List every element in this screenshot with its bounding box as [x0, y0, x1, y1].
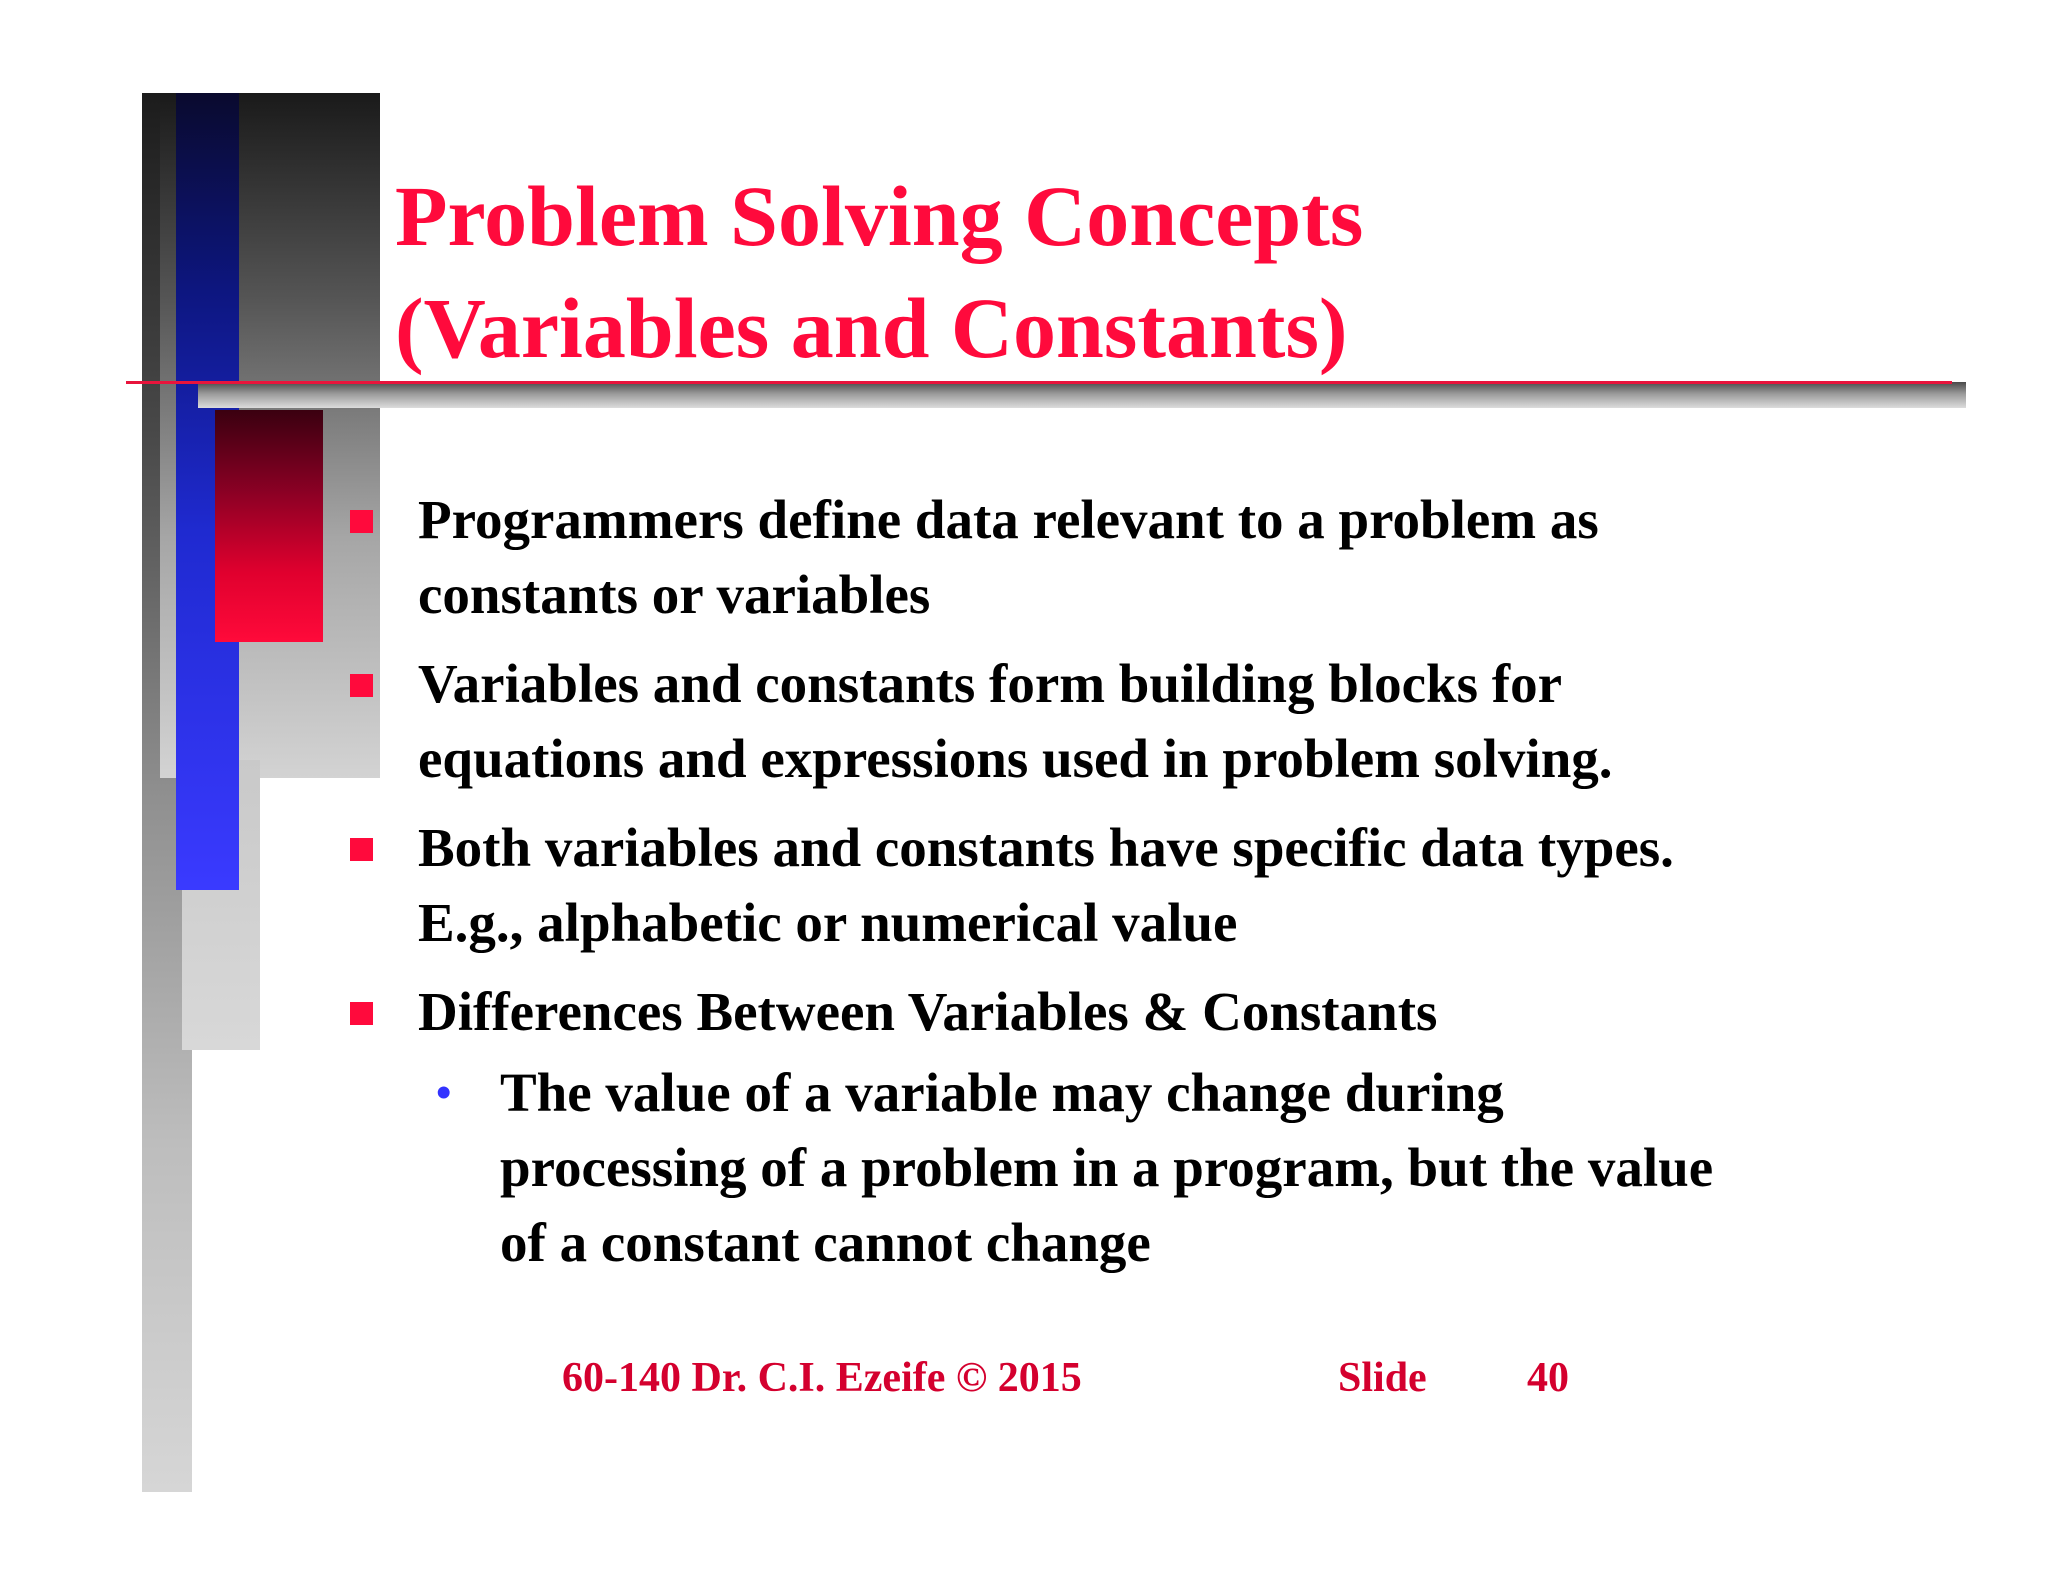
footer-slide-number: 40	[1527, 1355, 1569, 1401]
bullet-item	[348, 974, 1948, 1280]
decor-red-block	[215, 410, 323, 642]
title-rule-shadow	[198, 382, 1966, 408]
slide-title-line-1: Problem Solving Concepts	[395, 168, 1364, 264]
bullet-text-line: Differences Between Variables & Constants	[418, 981, 1438, 1042]
dot-bullet-icon: •	[436, 1068, 452, 1117]
bullet-text-line: Both variables and constants have specific data types.	[418, 817, 1674, 878]
sub-bullet-text-line: processing of a problem in a program, but the value	[500, 1137, 1714, 1198]
square-bullet-icon	[350, 1002, 373, 1025]
square-bullet-icon	[350, 838, 373, 861]
footer-slide-label: Slide	[1338, 1355, 1427, 1401]
bullet-text-line: Variables and constants form building blocks for	[418, 653, 1562, 714]
bullet-list	[348, 482, 1948, 1294]
slide-title	[395, 160, 1363, 384]
sub-bullet-item	[418, 1055, 1948, 1280]
footer-course-info: 60-140 Dr. C.I. Ezeife © 2015	[562, 1355, 1082, 1401]
slide-title-line-2: (Variables and Constants)	[395, 280, 1348, 376]
sub-bullet-text-line: of a constant cannot change	[500, 1212, 1151, 1273]
square-bullet-icon	[350, 674, 373, 697]
bullet-text-line: constants or variables	[418, 564, 931, 625]
bullet-text-line: Programmers define data relevant to a problem as	[418, 489, 1599, 550]
bullet-item	[348, 482, 1948, 632]
bullet-item	[348, 646, 1948, 796]
bullet-text-line: E.g., alphabetic or numerical value	[418, 892, 1238, 953]
slide-footer	[0, 1348, 2048, 1408]
sub-bullet-list	[418, 1055, 1948, 1280]
square-bullet-icon	[350, 510, 373, 533]
bullet-text-line: equations and expressions used in problem solving.	[418, 728, 1613, 789]
bullet-item	[348, 810, 1948, 960]
sub-bullet-text-line: The value of a variable may change during	[500, 1062, 1504, 1123]
